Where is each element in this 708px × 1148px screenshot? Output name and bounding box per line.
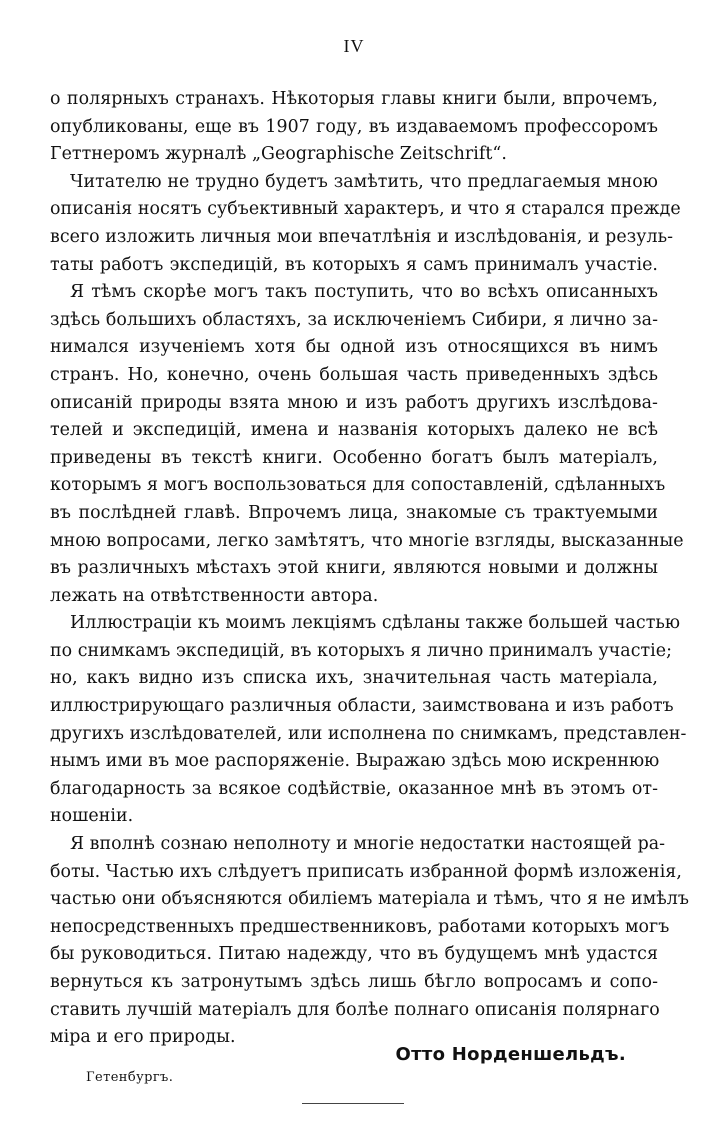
text-line: боты. Частью ихъ слѣдуетъ приписать избранной формѣ изложенія, — [50, 861, 682, 882]
page-number: IV — [343, 36, 365, 56]
closing-rule — [302, 1103, 404, 1104]
text-line: приведены въ текстѣ книги. Особенно богатъ былъ матеріалъ, — [50, 447, 658, 468]
text-line: странъ. Но, конечно, очень большая часть приведенныхъ здѣсь — [50, 364, 658, 385]
text-line: другихъ изслѣдователей, или исполнена по снимкамъ, представлен- — [50, 723, 687, 744]
text-line: міра и его природы. — [50, 1027, 236, 1048]
text-line: описаній природы взята мною и изъ работъ другихъ изслѣдова- — [50, 392, 658, 413]
text-line: иллюстрирующаго различныя области, заимствована и изъ работъ — [50, 696, 674, 717]
text-line: нымъ ими въ мое распоряженіе. Выражаю здѣсь мою искреннюю — [50, 751, 660, 772]
text-line: но, какъ видно изъ списка ихъ, значительная часть матеріала, — [50, 668, 658, 689]
text-line: вернуться къ затронутымъ здѣсь лишь бѣгло вопросамъ и сопо- — [50, 972, 658, 992]
text-line: благодарность за всякое содѣйствіе, оказанное мнѣ въ этомъ от- — [50, 778, 658, 799]
text-line: нимался изученіемъ хотя бы одной изъ относящихся въ нимъ — [50, 337, 658, 358]
paragraph-start-line: Я вполнѣ сознаю неполноту и многіе недостатки настоящей ра- — [70, 834, 666, 855]
text-line: бы руководиться. Питаю надежду, что въ будущемъ мнѣ удастся — [50, 944, 658, 965]
text-line: Геттнеромъ журналѣ „Geographische Zeitschrift“. — [50, 144, 507, 165]
text-line: которымъ я могъ воспользоваться для сопоставленій, сдѣланныхъ — [50, 475, 666, 496]
text-line: по снимкамъ экспедицій, въ которыхъ я лично принималъ участіе; — [50, 640, 673, 661]
body-text — [50, 86, 690, 1052]
text-line: ставить лучшій матеріалъ для болѣе полнаго описанія полярнаго — [50, 999, 660, 1020]
paragraph-start-line: Я тѣмъ скорѣе могъ такъ поступить, что во всѣхъ описанныхъ — [70, 282, 658, 303]
text-line: непосредственныхъ предшественниковъ, работами которыхъ могъ — [50, 916, 670, 937]
text-line: частью они объясняются обиліемъ матеріала и тѣмъ, что я не имѣлъ — [50, 889, 690, 910]
text-line: всего изложить личныя мои впечатлѣнія и изслѣдованія, и резуль- — [50, 226, 674, 247]
paragraph-start-line: Читателю не трудно будетъ замѣтить, что предлагаемыя мною — [70, 171, 658, 192]
text-line: таты работъ экспедицій, въ которыхъ я самъ принималъ участіе. — [50, 254, 658, 275]
text-line: ношеніи. — [50, 806, 134, 827]
text-line: лежать на отвѣтственности автора. — [50, 585, 379, 606]
text-line: телей и экспедицій, имена и названія которыхъ далеко не всѣ — [50, 420, 658, 441]
paragraph-start-line: Иллюстраціи къ моимъ лекціямъ сдѣланы также большей частью — [70, 613, 681, 634]
text-line: здѣсь большихъ областяхъ, за исключеніемъ Сибири, я лично за- — [50, 309, 658, 330]
text-line: описанія носятъ субъективный характеръ, и что я старался прежде — [50, 199, 681, 220]
text-line: въ послѣдней главѣ. Впрочемъ лица, знакомые съ трактуемыми — [50, 502, 658, 523]
author-signature: Отто Норденшельдъ. — [395, 1044, 626, 1065]
text-line: въ различныхъ мѣстахъ этой книги, являются новыми и должны — [50, 558, 658, 579]
text-line: о полярныхъ странахъ. Нѣкоторыя главы книги были, впрочемъ, — [50, 89, 658, 109]
text-line: мною вопросами, легко замѣтятъ, что многіе взгляды, высказанные — [50, 530, 684, 551]
text-line: опубликованы, еще въ 1907 году, въ издаваемомъ профессоромъ — [50, 116, 658, 137]
place-of-writing: Гетенбургъ. — [86, 1070, 174, 1085]
